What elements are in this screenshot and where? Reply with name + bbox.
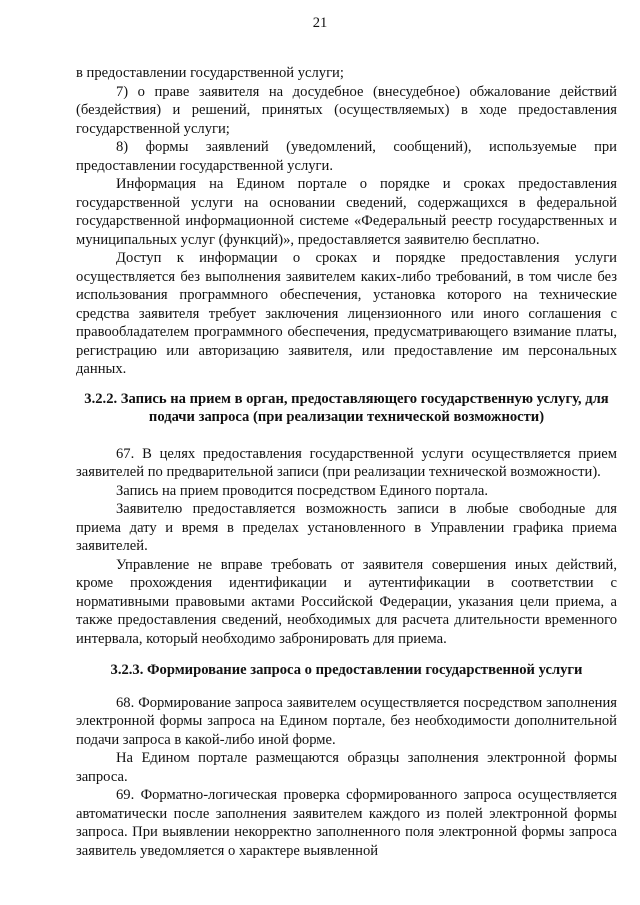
paragraph: На Едином портале размещаются образцы заполнения электронной формы запроса. [76,750,617,785]
section-heading-3-2-3: 3.2.3. Формирование запроса о предоставлении государственной услуги [110,662,583,678]
paragraph: Заявителю предоставляется возможность записи в любые свободные для приема дату и время в пределах установленного в Управлении графика приема заявителей. [76,501,617,554]
paragraph: Доступ к информации о сроках и порядке предоставления услуги осуществляется без выполнения заявителем каких-либо требований, в том числе без использования программного обеспечения, установка которого на технические средства заявителя требует заключения лицензионного или иного соглашения с правообладателем программного обеспечения, предусматривающего взимание платы, регистрацию или авторизацию заявителя, или предоставление им персональных данных. [76,250,617,377]
paragraph: Управление не вправе требовать от заявителя совершения иных действий, кроме прохождения идентификации и аутентификации в соответствии с нормативными правовыми актами Российской Федерации, указания цели приема, а также предоставления сведений, необходимых для расчета длительности временного интервала, который необходимо забронировать для приема. [76,556,617,647]
paragraph: 8) формы заявлений (уведомлений, сообщений), используемые при предоставлении государственной услуги. [76,139,617,174]
paragraph: 67. В целях предоставления государственной услуги осуществляется прием заявителей по предварительной записи (при реализации технической возможности). [76,445,617,480]
paragraph: в предоставлении государственной услуги; [76,65,344,81]
page-number: 21 [312,15,328,31]
paragraph: 69. Форматно-логическая проверка сформированного запроса осуществляется автоматически после заполнения заявителем каждого из полей электронной формы запроса. При выявлении некорректно заполненного поля электронной формы запроса заявитель уведомляется о характере выявленной [76,787,617,859]
paragraph: 68. Формирование запроса заявителем осуществляется посредством заполнения электронной формы запроса на Едином портале, без необходимости дополнительной подачи запроса в какой-либо иной форме. [76,694,617,748]
page-body [76,64,617,860]
paragraph: Запись на прием проводится посредством Единого портала. [116,482,489,499]
section-heading-3-2-2: 3.2.2. Запись на прием в орган, предоставляющего государственную услугу, для подачи запроса (при реализации технической возможности) [84,390,609,425]
paragraph: 7) о праве заявителя на досудебное (внесудебное) обжалование действий (бездействия) и решений, принятых (осуществляемых) в ходе предоставления государственной услуги; [76,83,617,137]
paragraph: Информация на Едином портале о порядке и сроках предоставления государственной услуги на основании сведений, содержащихся в федеральной государственной информационной системе «Федеральный реестр государственных и муниципальных услуг (функций)», предоставляется заявителю бесплатно. [76,176,617,248]
